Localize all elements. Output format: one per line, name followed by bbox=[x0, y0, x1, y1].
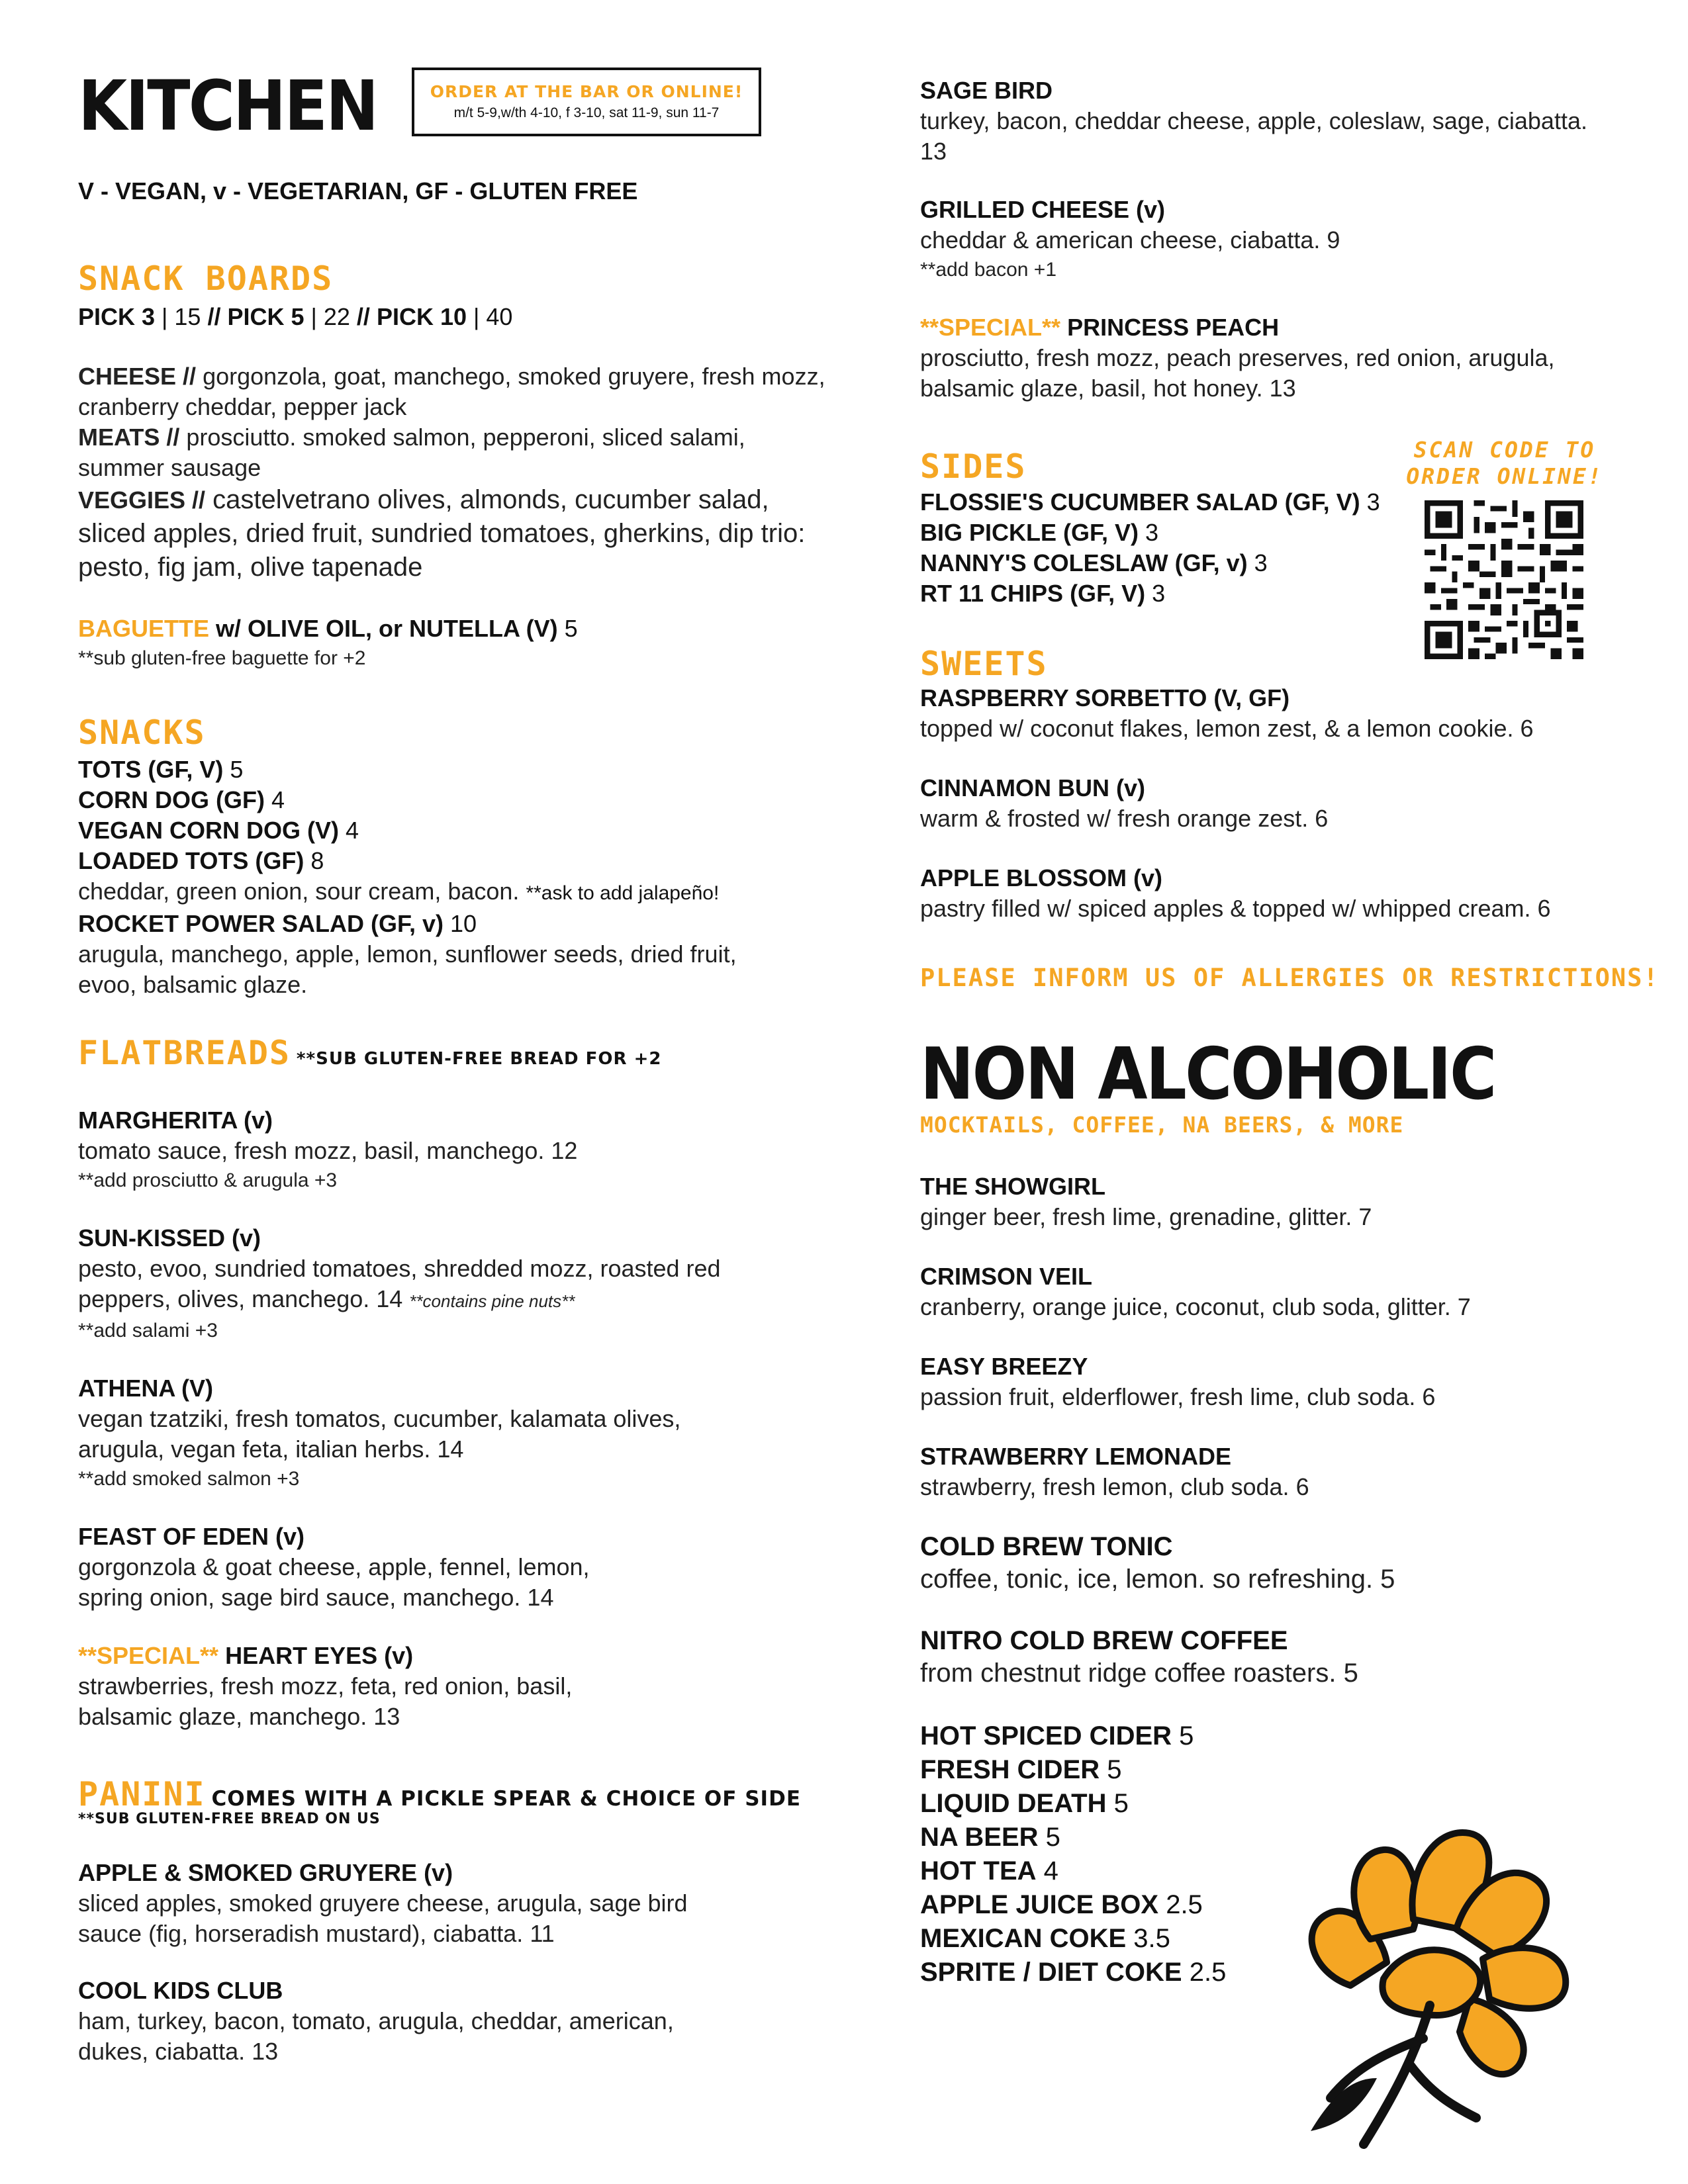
snack-boards-heading: SNACK BOARDS bbox=[78, 259, 334, 298]
grilled-cheese-add: **add bacon +1 bbox=[920, 259, 1057, 281]
sunkissed-desc2: peppers, olives, manchego. 14 bbox=[78, 1285, 410, 1312]
eden-desc1: gorgonzola & goat cheese, apple, fennel, lemon, bbox=[78, 1553, 590, 1580]
baguette-label: BAGUETTE bbox=[78, 615, 209, 642]
sunkissed-note: **contains pine nuts** bbox=[409, 1291, 575, 1311]
heart-desc2: balsamic glaze, manchego. 13 bbox=[78, 1703, 400, 1730]
drink-name: LIQUID DEATH bbox=[920, 1789, 1107, 1818]
hours-line: m/t 5-9,w/th 4-10, f 3-10, sat 11-9, sun 11-7 bbox=[453, 105, 720, 120]
flatbreads-note: **SUB GLUTEN-FREE BREAD FOR +2 bbox=[296, 1049, 662, 1069]
side-item bbox=[920, 487, 1397, 518]
snacks-heading: SNACKS bbox=[78, 713, 206, 752]
grilled-cheese-desc: cheddar & american cheese, ciabatta. 9 bbox=[920, 226, 1340, 253]
pick10: PICK 10 bbox=[376, 303, 467, 330]
special-label: **SPECIAL** bbox=[78, 1642, 219, 1669]
flower-icon bbox=[1271, 1787, 1615, 2158]
non-alcoholic-title: NON ALCOHOLIC bbox=[920, 1033, 1495, 1116]
grilled-cheese-name: GRILLED CHEESE (v) bbox=[920, 196, 1166, 223]
drink-name: FRESH CIDER bbox=[920, 1755, 1100, 1784]
margherita-name: MARGHERITA (v) bbox=[78, 1107, 273, 1134]
heart-eyes-row bbox=[78, 1641, 833, 1671]
panini-note2: **SUB GLUTEN-FREE BREAD ON US bbox=[78, 1811, 381, 1827]
heart-desc1: strawberries, fresh mozz, feta, red onion, basil, bbox=[78, 1672, 573, 1700]
tots-price: 5 bbox=[223, 756, 244, 783]
sunkissed-desc2-row bbox=[78, 1284, 833, 1316]
corn-dog-price: 4 bbox=[264, 786, 285, 813]
princess-peach-row bbox=[920, 312, 1589, 343]
pick5: PICK 5 bbox=[227, 303, 305, 330]
apple-blossom-desc: pastry filled w/ spiced apples & topped w/ whipped cream. 6 bbox=[920, 895, 1551, 922]
drink-item bbox=[920, 1753, 1622, 1787]
drink-price: 5 bbox=[1038, 1823, 1060, 1852]
tots-item bbox=[78, 754, 833, 785]
side-item bbox=[920, 578, 1397, 609]
apple-gruyere-name: APPLE & SMOKED GRUYERE (v) bbox=[78, 1859, 453, 1886]
vegan-corn-dog-price: 4 bbox=[339, 817, 359, 844]
meats-desc: prosciutto. smoked salmon, pepperoni, sliced salami, summer sausage bbox=[78, 424, 745, 481]
lemonade-name: STRAWBERRY LEMONADE bbox=[920, 1443, 1232, 1470]
loaded-tots-item bbox=[78, 846, 833, 876]
drink-price: 5 bbox=[1100, 1755, 1122, 1784]
drink-price: 4 bbox=[1036, 1856, 1058, 1886]
loaded-tots-note: **ask to add jalapeño! bbox=[526, 882, 720, 904]
pick3: PICK 3 bbox=[78, 303, 156, 330]
flatbreads-heading-row bbox=[78, 1034, 833, 1072]
side-name: FLOSSIE'S CUCUMBER SALAD (GF, V) bbox=[920, 488, 1360, 516]
veggies-label: VEGGIES // bbox=[78, 486, 206, 514]
rocket-price: 10 bbox=[444, 910, 477, 937]
panini-heading-row bbox=[78, 1775, 833, 1813]
drink-name: APPLE JUICE BOX bbox=[920, 1890, 1159, 1919]
drink-price: 5 bbox=[1106, 1789, 1129, 1818]
eden-name: FEAST OF EDEN (v) bbox=[78, 1523, 305, 1550]
cheese-label: CHEESE // bbox=[78, 363, 197, 390]
side-name: BIG PICKLE (GF, V) bbox=[920, 519, 1139, 546]
drink-price: 2.5 bbox=[1158, 1890, 1203, 1919]
sage-bird-desc: turkey, bacon, cheddar cheese, apple, coleslaw, sage, ciabatta. 13 bbox=[920, 107, 1587, 165]
nitro-desc: from chestnut ridge coffee roasters. 5 bbox=[920, 1659, 1358, 1688]
breezy-name: EASY BREEZY bbox=[920, 1353, 1088, 1380]
diet-legend: V - VEGAN, v - VEGETARIAN, GF - GLUTEN FREE bbox=[78, 177, 638, 205]
loaded-tots-name: LOADED TOTS (GF) bbox=[78, 847, 305, 874]
side-price: 3 bbox=[1247, 549, 1268, 576]
qr-code-icon[interactable] bbox=[1425, 500, 1583, 659]
drink-item bbox=[920, 1719, 1622, 1753]
side-name: RT 11 CHIPS (GF, V) bbox=[920, 580, 1146, 607]
snack-boards-section bbox=[78, 259, 833, 673]
loaded-tots-desc bbox=[78, 876, 833, 909]
cool-kids-name: COOL KIDS CLUB bbox=[78, 1977, 283, 2004]
showgirl-desc: ginger beer, fresh lime, grenadine, glitter. 7 bbox=[920, 1203, 1372, 1230]
side-item bbox=[920, 548, 1397, 578]
breezy-desc: passion fruit, elderflower, fresh lime, club soda. 6 bbox=[920, 1383, 1436, 1410]
rocket-item bbox=[78, 909, 833, 939]
panini-note: COMES WITH A PICKLE SPEAR & CHOICE OF SIDE bbox=[211, 1787, 802, 1811]
panini-heading: PANINI bbox=[78, 1775, 206, 1813]
drink-name: HOT SPICED CIDER bbox=[920, 1721, 1172, 1751]
snacks-section bbox=[78, 713, 833, 1000]
veggies-list bbox=[78, 483, 833, 584]
eden-desc2: spring onion, sage bird sauce, manchego. 14 bbox=[78, 1584, 554, 1611]
tonic-desc: coffee, tonic, ice, lemon. so refreshing. 5 bbox=[920, 1565, 1395, 1594]
side-price: 3 bbox=[1360, 488, 1380, 516]
heart-eyes-name: HEART EYES (v) bbox=[218, 1642, 414, 1669]
baguette-item bbox=[78, 614, 833, 644]
crimson-desc: cranberry, orange juice, coconut, club soda, glitter. 7 bbox=[920, 1293, 1471, 1320]
page-title: KITCHEN bbox=[78, 66, 377, 146]
rocket-desc: arugula, manchego, apple, lemon, sunflower seeds, dried fruit, evoo, balsamic glaze. bbox=[78, 940, 737, 998]
crimson-name: CRIMSON VEIL bbox=[920, 1263, 1093, 1290]
baguette-note: **sub gluten-free baguette for +2 bbox=[78, 647, 366, 669]
athena-name: ATHENA (V) bbox=[78, 1375, 213, 1402]
cheese-desc: gorgonzola, goat, manchego, smoked gruyere, fresh mozz, cranberry cheddar, pepper jack bbox=[78, 363, 825, 420]
special-label: **SPECIAL** bbox=[920, 314, 1061, 341]
side-price: 3 bbox=[1145, 580, 1166, 607]
nitro-name: NITRO COLD BREW COFFEE bbox=[920, 1626, 1288, 1655]
sunkissed-add: **add salami +3 bbox=[78, 1320, 218, 1342]
rocket-name: ROCKET POWER SALAD (GF, v) bbox=[78, 910, 444, 937]
pick3-price: | 15 bbox=[155, 303, 208, 330]
sep: // bbox=[356, 303, 377, 330]
tots-name: TOTS (GF, V) bbox=[78, 756, 224, 783]
sorbetto-name: RASPBERRY SORBETTO (V, GF) bbox=[920, 684, 1290, 711]
drink-price: 5 bbox=[1172, 1721, 1194, 1751]
margherita-add: **add prosciutto & arugula +3 bbox=[78, 1169, 338, 1191]
loaded-tots-desc-text: cheddar, green onion, sour cream, bacon. bbox=[78, 878, 526, 905]
lemonade-desc: strawberry, fresh lemon, club soda. 6 bbox=[920, 1473, 1309, 1500]
flatbreads-section bbox=[78, 1036, 833, 1732]
drink-name: HOT TEA bbox=[920, 1856, 1037, 1886]
princess-peach-name: PRINCESS PEACH bbox=[1060, 314, 1280, 341]
sep: // bbox=[207, 303, 228, 330]
sides-section bbox=[920, 447, 1397, 609]
showgirl-name: THE SHOWGIRL bbox=[920, 1173, 1105, 1200]
loaded-tots-price: 8 bbox=[304, 847, 324, 874]
sunkissed-desc1: pesto, evoo, sundried tomatoes, shredded mozz, roasted red bbox=[78, 1255, 721, 1282]
sweets-section bbox=[920, 647, 1622, 924]
order-line: ORDER AT THE BAR OR ONLINE! bbox=[430, 82, 743, 101]
pick5-price: | 22 bbox=[304, 303, 357, 330]
flatbreads-heading: FLATBREADS bbox=[78, 1034, 291, 1072]
sunkissed-name: SUN-KISSED (v) bbox=[78, 1224, 261, 1251]
athena-desc: vegan tzatziki, fresh tomatos, cucumber, kalamata olives, arugula, vegan feta, italian herbs. 14 bbox=[78, 1405, 681, 1463]
meats-list bbox=[78, 422, 833, 483]
non-alcoholic-subtitle: MOCKTAILS, COFFEE, NA BEERS, & MORE bbox=[920, 1112, 1404, 1138]
vegan-corn-dog-name: VEGAN CORN DOG (V) bbox=[78, 817, 340, 844]
apple-blossom-name: APPLE BLOSSOM (v) bbox=[920, 864, 1163, 891]
margherita-desc: tomato sauce, fresh mozz, basil, manchego. 12 bbox=[78, 1137, 578, 1164]
side-price: 3 bbox=[1139, 519, 1159, 546]
athena-add: **add smoked salmon +3 bbox=[78, 1468, 300, 1490]
drink-name: MEXICAN COKE bbox=[920, 1924, 1127, 1953]
baguette-price: 5 bbox=[557, 615, 578, 642]
scan-code-label: SCAN CODE TO ORDER ONLINE! bbox=[1406, 437, 1603, 489]
drink-name: NA BEER bbox=[920, 1823, 1039, 1852]
tonic-name: COLD BREW TONIC bbox=[920, 1532, 1173, 1561]
cool-kids-desc: ham, turkey, bacon, tomato, arugula, cheddar, american, dukes, ciabatta. 13 bbox=[78, 2007, 674, 2065]
allergy-notice: PLEASE INFORM US OF ALLERGIES OR RESTRICTIONS! bbox=[920, 964, 1660, 992]
drink-price: 3.5 bbox=[1126, 1924, 1170, 1953]
sides-heading: SIDES bbox=[920, 447, 1027, 486]
panini-continued bbox=[920, 75, 1589, 404]
pick-prices bbox=[78, 302, 833, 332]
sage-bird-name: SAGE BIRD bbox=[920, 77, 1053, 104]
side-name: NANNY'S COLESLAW (GF, v) bbox=[920, 549, 1248, 576]
drink-price: 2.5 bbox=[1182, 1958, 1227, 1987]
baguette-rest: w/ OLIVE OIL, or NUTELLA (V) bbox=[209, 615, 558, 642]
side-item bbox=[920, 518, 1397, 548]
sorbetto-desc: topped w/ coconut flakes, lemon zest, & a lemon cookie. 6 bbox=[920, 715, 1534, 742]
panini-section bbox=[78, 1775, 833, 2067]
cinnamon-bun-desc: warm & frosted w/ fresh orange zest. 6 bbox=[920, 805, 1329, 832]
cinnamon-bun-name: CINNAMON BUN (v) bbox=[920, 774, 1145, 801]
apple-gruyere-desc: sliced apples, smoked gruyere cheese, arugula, sage bird sauce (fig, horseradish mustard), ciabatta. 11 bbox=[78, 1889, 688, 1947]
meats-label: MEATS // bbox=[78, 424, 180, 451]
corn-dog-name: CORN DOG (GF) bbox=[78, 786, 265, 813]
princess-peach-desc: prosciutto, fresh mozz, peach preserves, red onion, arugula, balsamic glaze, basil, hot honey. 13 bbox=[920, 344, 1555, 402]
sweets-heading: SWEETS bbox=[920, 645, 1048, 683]
cheese-list bbox=[78, 361, 833, 422]
vegan-corn-dog-item bbox=[78, 815, 833, 846]
order-info-box bbox=[412, 68, 761, 136]
corn-dog-item bbox=[78, 785, 833, 815]
drink-name: SPRITE / DIET COKE bbox=[920, 1958, 1182, 1987]
pick10-price: | 40 bbox=[467, 303, 513, 330]
veggies-desc: castelvetrano olives, almonds, cucumber salad, sliced apples, dried fruit, sundried tomatoes, gherkins, dip trio: pesto, fig jam, olive tapenade bbox=[78, 485, 806, 582]
